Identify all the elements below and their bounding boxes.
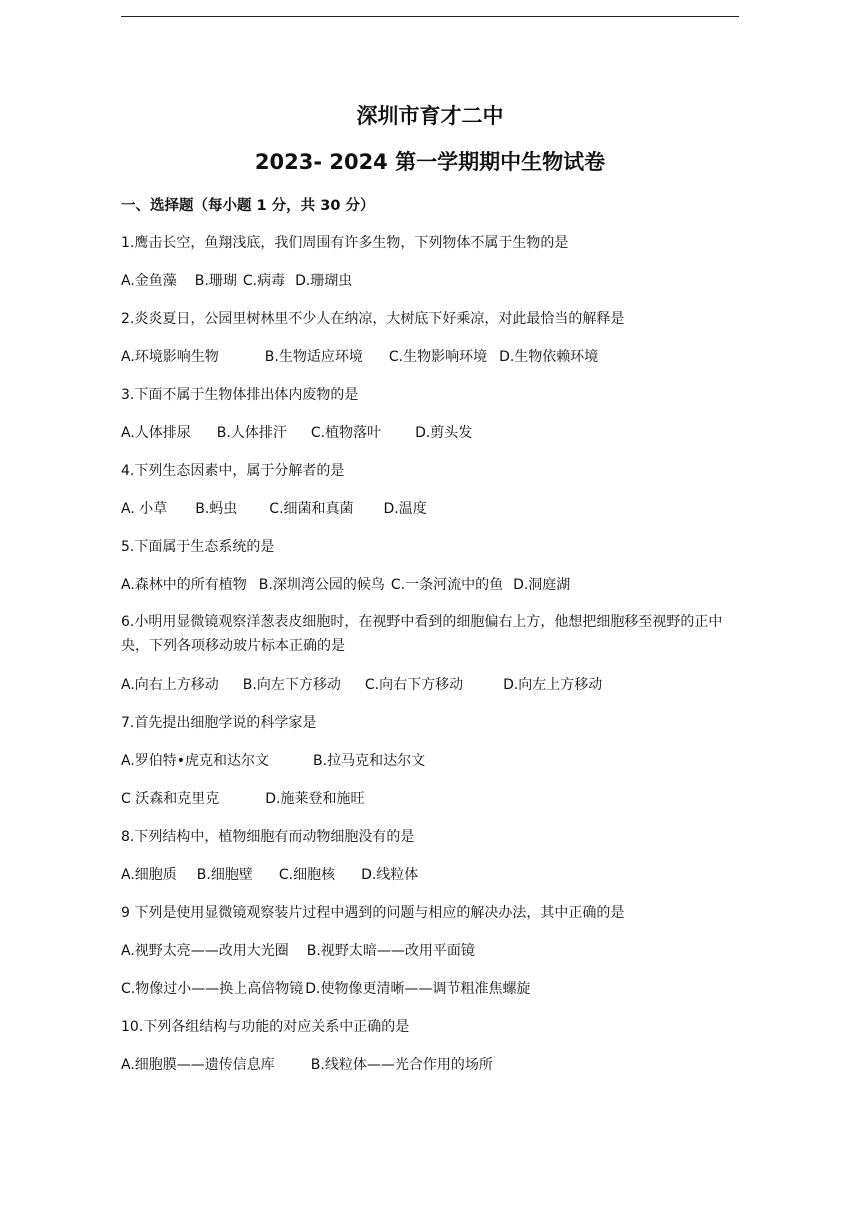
option-c: C.细胞核 (278, 867, 336, 883)
question-7-stem: 7.首先提出细胞学说的科学家是 (121, 715, 317, 731)
question-1-options (121, 270, 352, 290)
question-9-options-row2 (121, 978, 530, 998)
option-b: B.视野太暗——改用平面镜 (306, 943, 475, 959)
option-c: C.向右下方移动 (364, 677, 464, 693)
option-d: D.洞庭湖 (513, 577, 571, 593)
exam-title: 2023- 2024 第一学期期中生物试卷 (254, 150, 606, 174)
option-a: A.细胞膜——遗传信息库 (121, 1057, 275, 1073)
option-b: B.深圳湾公园的候鸟 (258, 577, 385, 593)
option-b: B.珊瑚 (194, 273, 237, 289)
question-2-stem: 2.炎炎夏日，公园里树林里不少人在纳凉，大树底下好乘凉，对此最恰当的解释是 (121, 311, 625, 327)
section-heading: 一、选择题（每小题 1 分，共 30 分） (121, 198, 375, 214)
option-b: B.人体排汗 (216, 425, 287, 441)
option-b: B.细胞壁 (196, 867, 253, 883)
question-5-options (121, 574, 570, 594)
option-c: C.生物影响环境 (388, 349, 488, 365)
option-d: D.施莱登和施旺 (265, 791, 365, 807)
question-3-options (121, 422, 472, 442)
question-8-stem: 8.下列结构中，植物细胞有而动物细胞没有的是 (121, 829, 415, 845)
question-2-options (121, 346, 598, 366)
option-d: D.温度 (383, 501, 427, 517)
option-a: A.细胞质 (121, 867, 177, 883)
school-name: 深圳市育才二中 (356, 104, 504, 128)
option-a: A.环境影响生物 (121, 349, 219, 365)
option-b: B.向左下方移动 (242, 677, 341, 693)
option-c: C 沃森和克里克 (121, 791, 220, 807)
question-10-stem: 10.下列各组结构与功能的对应关系中正确的是 (121, 1019, 410, 1035)
option-a: A.罗伯特•虎克和达尔文 (121, 753, 270, 769)
option-a: A.视野太亮——改用大光圈 (121, 943, 289, 959)
question-5-stem: 5.下面属于生态系统的是 (121, 539, 275, 555)
option-d: D.珊瑚虫 (295, 273, 353, 289)
option-d: D.剪头发 (415, 425, 473, 441)
option-d: D.向左上方移动 (503, 677, 603, 693)
question-6-stem: 6.小明用显微镜观察洋葱表皮细胞时，在视野中看到的细胞偏右上方，他想把细胞移至视野的正中央，下列各项移动玻片标本正确的是 (121, 614, 723, 654)
question-10-options (121, 1054, 493, 1074)
question-9-options-row1 (121, 940, 475, 960)
option-d: D.使物像更清晰——调节粗准焦螺旋 (305, 981, 531, 997)
option-b: B.生物适应环境 (264, 349, 363, 365)
option-d: D.线粒体 (361, 867, 419, 883)
question-4-options (121, 498, 427, 518)
question-4-stem: 4.下列生态因素中，属于分解者的是 (121, 463, 345, 479)
question-7-options-row2 (121, 788, 364, 808)
option-c: C.一条河流中的鱼 (390, 577, 504, 593)
question-7-options-row1 (121, 750, 425, 770)
question-8-options (121, 864, 418, 884)
option-c: C.病毒 (242, 273, 286, 289)
option-c: C.植物落叶 (310, 425, 382, 441)
option-b: B.蚂虫 (195, 501, 238, 517)
option-b: B.线粒体——光合作用的场所 (310, 1057, 493, 1073)
option-c: C.物像过小——换上高倍物镜 (121, 981, 304, 997)
option-a: A. 小草 (121, 501, 168, 517)
option-b: B.拉马克和达尔文 (313, 753, 426, 769)
option-a: A.金鱼藻 (121, 273, 177, 289)
option-a: A.森林中的所有植物 (121, 577, 247, 593)
header-rule (121, 16, 739, 17)
question-9-stem: 9 下列是使用显微镜观察装片过程中遇到的问题与相应的解决办法，其中正确的是 (121, 905, 625, 921)
option-a: A.向右上方移动 (121, 677, 219, 693)
question-1-stem: 1.鹰击长空，鱼翔浅底，我们周围有许多生物，下列物体不属于生物的是 (121, 235, 569, 251)
question-6-options (121, 674, 602, 694)
option-c: C.细菌和真菌 (269, 501, 354, 517)
option-d: D.生物依赖环境 (499, 349, 599, 365)
option-a: A.人体排尿 (121, 425, 191, 441)
question-3-stem: 3.下面不属于生物体排出体内废物的是 (121, 387, 359, 403)
